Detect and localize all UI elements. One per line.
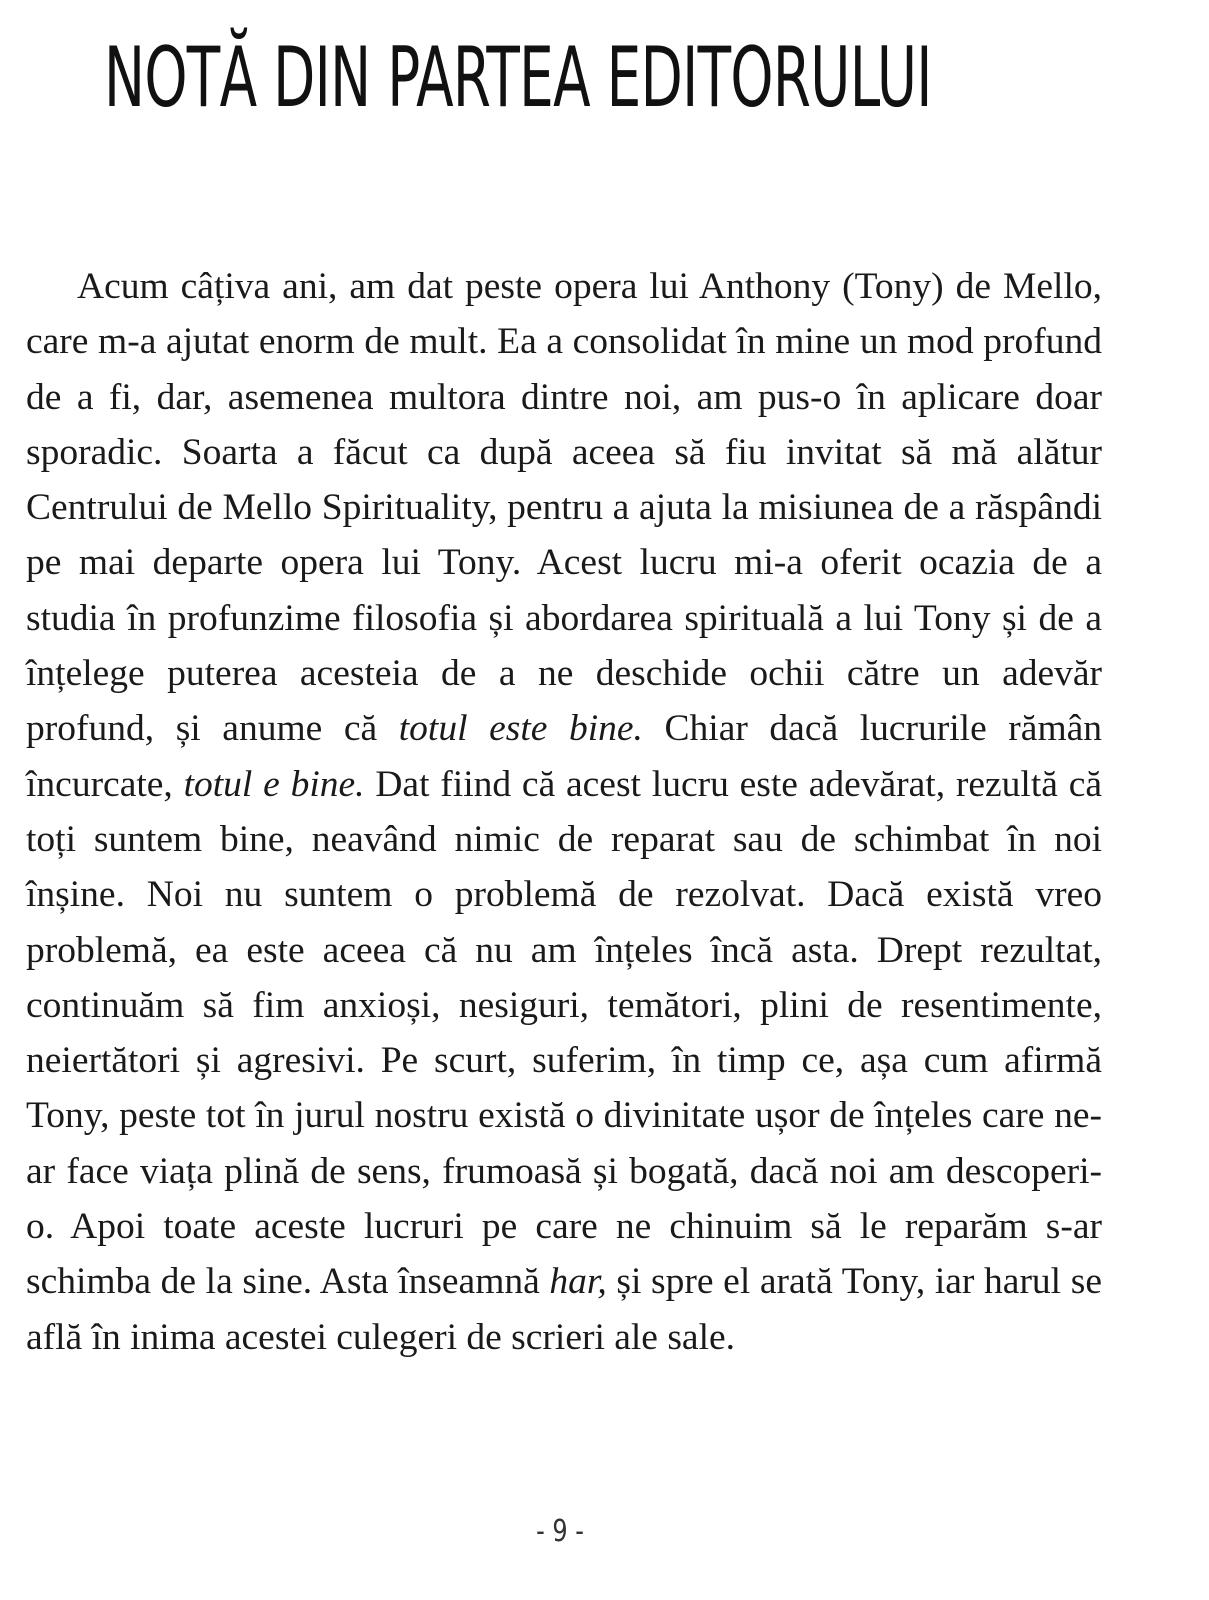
text-run: și spre el arată Tony, iar harul se află în inima acestei culegeri de scrieri ale sale. [26, 1261, 1102, 1358]
italic-run: totul e bine. [183, 763, 365, 805]
italic-run: totul este bine. [398, 708, 643, 750]
italic-run: har, [549, 1261, 607, 1303]
text-run: Acum câțiva ani, am dat peste opera lui Anthony (Tony) de Mello, care m-a ajutat enorm de mult. Ea a consolidat în mine un mod profund de a fi, dar, asemenea multora dintre noi, am pus-o în aplicare doar sporadic. Soarta a făcut ca după aceea să fiu invitat să mă alătur Centrului de Mello Spirituality, pentru a ajuta la misiunea de a răspândi pe mai departe opera lui Tony. Acest lucru mi-a oferit ocazia de a studia în profunzime filosofia și abordarea spirituală a lui Tony și de a înțelege puterea acesteia de a ne deschide ochii către un adevăr profund, și anume că [26, 266, 1102, 750]
body-text [26, 259, 1102, 1365]
paragraph [26, 259, 1102, 1365]
page-title: NOTĂ DIN PARTEA EDITORULUI [104, 29, 932, 126]
text-run: Chiar dacă lucrurile rămân încurcate, [26, 708, 1103, 805]
text-run: Dat fiind că acest lucru este adevărat, rezultă că toți suntem bine, neavând nimic de reparat sau de schimbat în noi înșine. Noi nu suntem o problemă de rezolvat. Dacă există vreo problemă, ea este aceea că nu am înțeles încă asta. Drept rezultat, continuăm să fim anxioși, nesiguri, temători, plini de resentimente, neiertători și agresivi. Pe scurt, suferim, în timp ce, așa cum afirmă Tony, peste tot în jurul nostru există o divinitate ușor de înțeles care ne-ar face viața plină de sens, frumoasă și bogată, dacă noi am descoperi-o. Apoi toate aceste lucruri pe care ne chinuim să le reparăm s-ar schimba de la sine. Asta înseamnă [26, 763, 1102, 1303]
page-number: - 9 - [536, 1514, 584, 1549]
